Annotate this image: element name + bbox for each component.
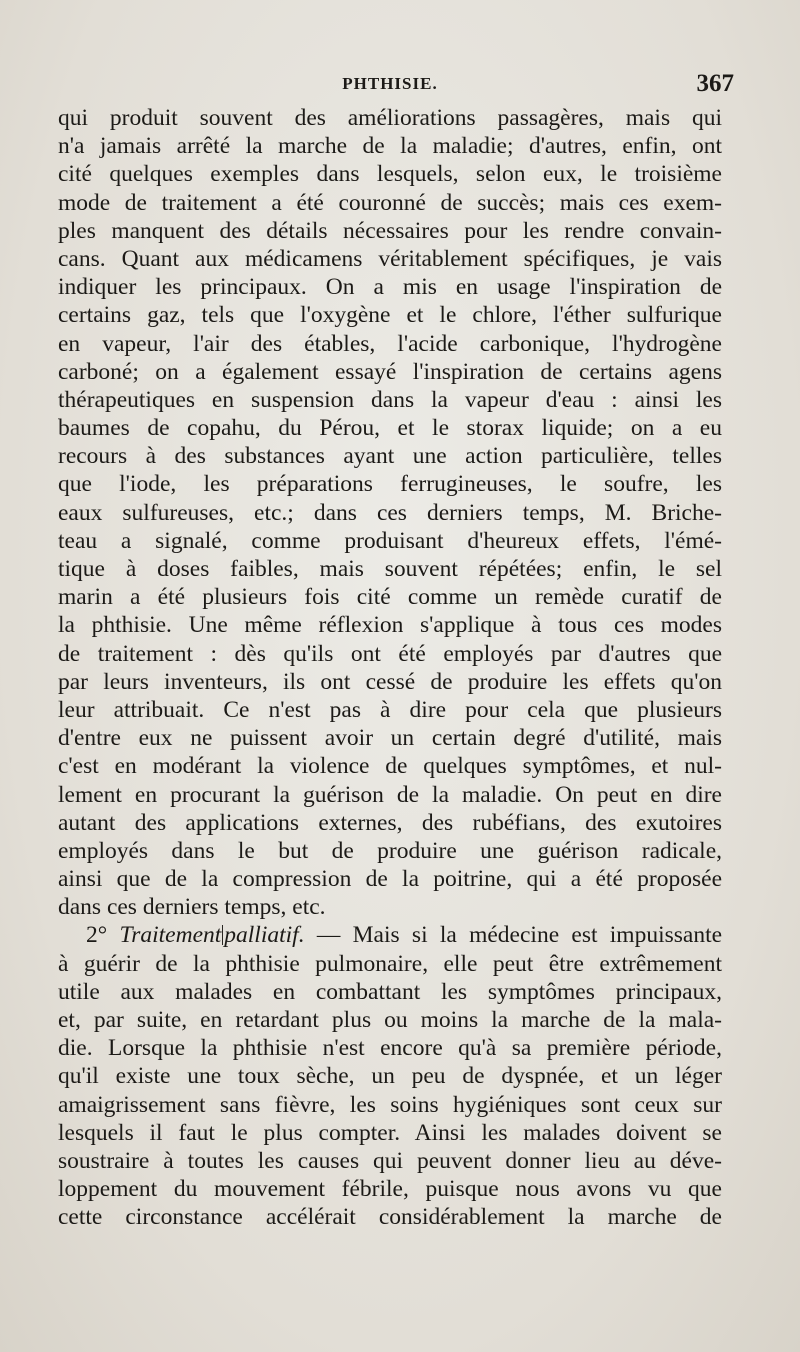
text-line: la phthisie. Une même réflexion s'applique à tous ces modes — [58, 612, 722, 639]
text-line: d'entre eux ne puissent avoir un certain degré d'utilité, mais — [58, 725, 722, 752]
paragraph-end-line: dans ces derniers temps, etc. — [58, 894, 326, 921]
running-title: PHTHISIE. — [342, 74, 438, 93]
text-line: marin a été plusieurs fois cité comme un remède curatif de — [58, 584, 722, 611]
text-line: ainsi que de la compression de la poitrine, qui a été proposée — [58, 866, 722, 893]
text-line: leur attribuait. Ce n'est pas à dire pour cela que plusieurs — [58, 696, 722, 723]
running-head — [58, 70, 734, 100]
text-line: teau a signalé, comme produisant d'heureux effets, l'émé- — [58, 527, 722, 554]
text-line: de traitement : dès qu'ils ont été employés par d'autres que — [58, 640, 722, 667]
text-line: baumes de copahu, du Pérou, et le storax liquide; on a eu — [58, 415, 722, 442]
text-line: cité quelques exemples dans lesquels, selon eux, le troisième — [58, 161, 722, 188]
text-line: qu'il existe une toux sèche, un peu de dyspnée, et un léger — [58, 1063, 722, 1090]
text-line: en vapeur, l'air des étables, l'acide carbonique, l'hydrogène — [58, 330, 722, 357]
text-line: n'a jamais arrêté la marche de la maladie; d'autres, enfin, ont — [58, 133, 722, 160]
text-line: tique à doses faibles, mais souvent répétées; enfin, le sel — [58, 556, 722, 582]
text-line: utile aux malades en combattant les symptômes principaux, — [58, 978, 722, 1005]
text-line: cette circonstance accélérait considérablement la marche de — [58, 1204, 722, 1231]
text-line: indiquer les principaux. On a mis en usage l'inspiration de — [58, 274, 722, 301]
text-line: loppement du mouvement fébrile, puisque nous avons vu que — [58, 1176, 722, 1203]
section-first-line-text: Mais si la médecine est impuissante — [352, 922, 722, 949]
body-text — [58, 104, 722, 1232]
section-heading-part1: Traitement — [119, 922, 222, 949]
text-line: et, par suite, en retardant plus ou moins la marche de la mala- — [58, 1007, 722, 1033]
text-line: cans. Quant aux médicamens véritablement spécifiques, je vais — [58, 245, 722, 272]
text-line: à guérir de la phthisie pulmonaire, elle peut être extrêmement — [58, 950, 722, 977]
text-line: amaigrissement sans fièvre, les soins hygiéniques sont ceux sur — [58, 1091, 722, 1118]
em-dash: — — [316, 922, 341, 949]
section-heading-line — [58, 921, 722, 949]
text-line: lesquels il faut le plus compter. Ainsi les malades doivent se — [58, 1119, 722, 1146]
text-line: c'est en modérant la violence de quelques symptômes, et nul- — [58, 753, 722, 780]
text-line: die. Lorsque la phthisie n'est encore qu'à sa première période, — [58, 1035, 722, 1062]
section-heading-part2: palliatif. — [224, 922, 305, 949]
text-line: mode de traitement a été couronné de succès; mais ces exem- — [58, 189, 722, 216]
text-line: que l'iode, les préparations ferrugineuses, le soufre, les — [58, 471, 722, 498]
page-number: 367 — [696, 70, 734, 97]
text-line: ples manquent des détails nécessaires pour les rendre convain- — [58, 217, 722, 244]
text-line: recours à des substances ayant une action particulière, telles — [58, 443, 722, 470]
text-line: autant des applications externes, des rubéfians, des exutoires — [58, 809, 722, 836]
text-line: thérapeutiques en suspension dans la vapeur d'eau : ainsi les — [58, 386, 722, 413]
text-line: par leurs inventeurs, ils ont cessé de produire les effets qu'on — [58, 668, 722, 695]
text-line: certains gaz, tels que l'oxygène et le chlore, l'éther sulfurique — [58, 302, 722, 329]
section-number: 2° — [86, 922, 108, 949]
text-line: soustraire à toutes les causes qui peuvent donner lieu au déve- — [58, 1147, 722, 1174]
text-line: carboné; on a également essayé l'inspiration de certains agens — [58, 358, 722, 385]
text-line: lement en procurant la guérison de la maladie. On peut en dire — [58, 781, 722, 808]
text-line: employés dans le but de produire une guérison radicale, — [58, 837, 722, 864]
text-line: eaux sulfureuses, etc.; dans ces derniers temps, M. Briche- — [58, 499, 722, 526]
text-line: qui produit souvent des améliorations passagères, mais qui — [58, 105, 722, 131]
